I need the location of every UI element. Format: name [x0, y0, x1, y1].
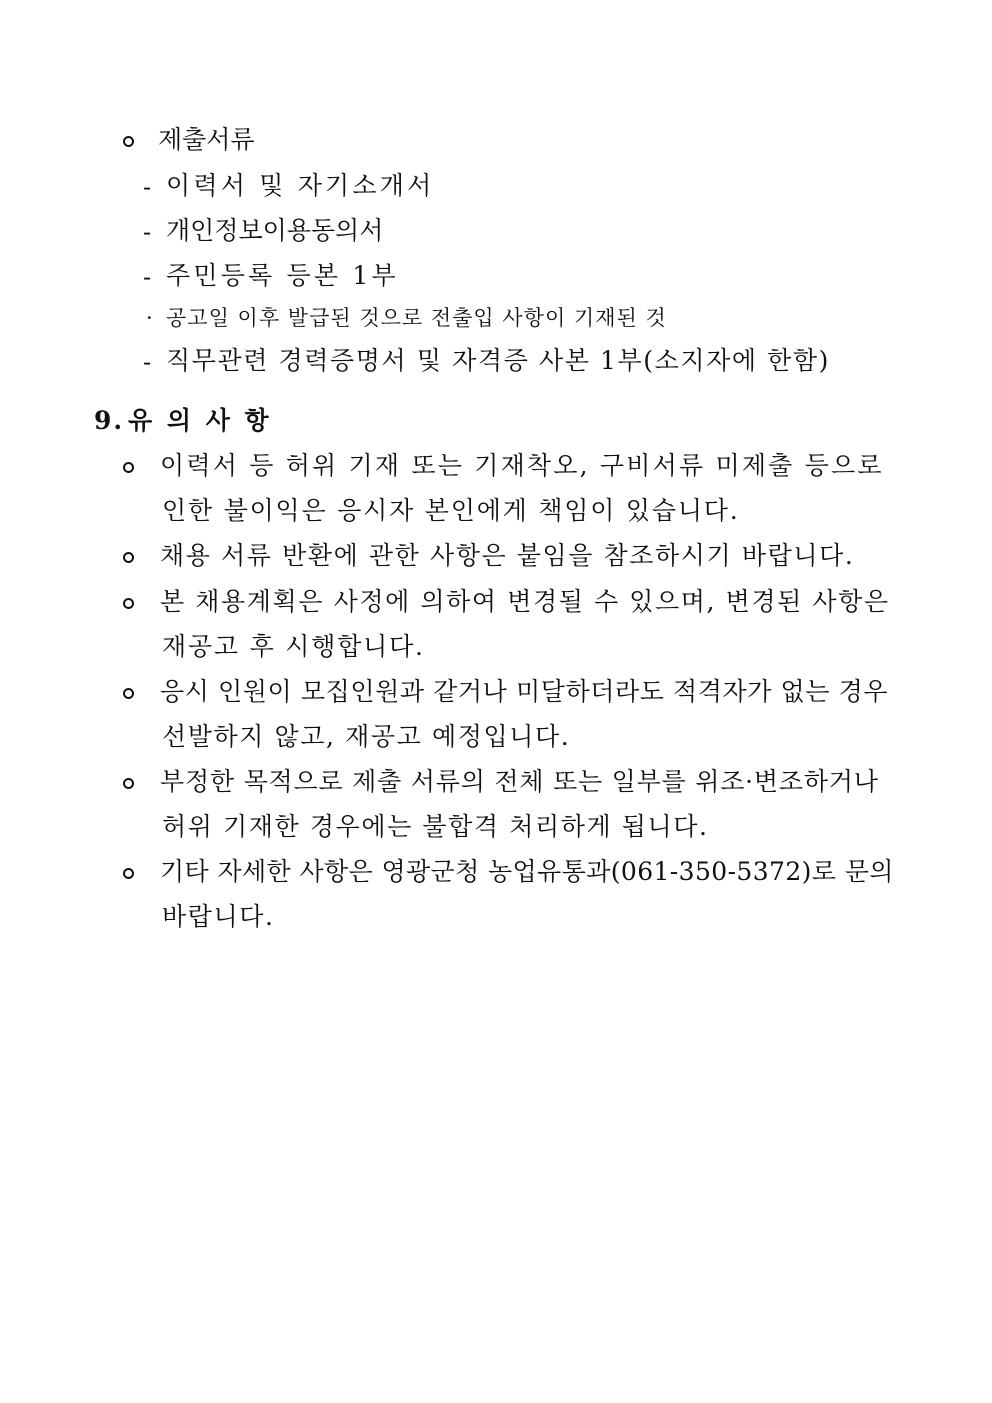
circle-bullet-icon: [123, 552, 134, 563]
document-item: 이력서 및 자기소개서: [166, 171, 435, 200]
note-line: 선발하지 않고, 재공고 예정입니다.: [162, 722, 571, 751]
circle-bullet-icon: [123, 598, 134, 609]
document-item: 주민등록 등본 1부: [166, 261, 399, 290]
note-line: 이력서 등 허위 기재 또는 기재착오, 구비서류 미제출 등으로: [160, 451, 884, 480]
document-item: 직무관련 경력증명서 및 자격증 사본 1부(소지자에 한함): [166, 346, 830, 375]
circle-bullet-icon: [123, 462, 134, 473]
document-sub-note: 공고일 이후 발급된 것으로 전출입 사항이 기재된 것: [166, 306, 667, 330]
circle-bullet-icon: [123, 778, 134, 789]
note-line: 응시 인원이 모집인원과 같거나 미달하더라도 적격자가 없는 경우: [160, 677, 889, 706]
circle-bullet-icon: [123, 868, 134, 879]
sub-note-marker: ·: [146, 306, 153, 330]
note-line: 기타 자세한 사항은 영광군청 농업유통과(061-350-5372)로 문의: [160, 857, 894, 886]
document-item: 개인정보이용동의서: [166, 216, 384, 245]
note-line: 인한 불이익은 응시자 본인에게 책임이 있습니다.: [162, 496, 740, 525]
note-line: 바랍니다.: [162, 902, 275, 931]
documents-title: 제출서류: [158, 125, 255, 154]
dash-marker: -: [143, 263, 152, 291]
dash-marker: -: [143, 348, 152, 376]
circle-bullet-icon: [123, 136, 134, 147]
note-line: 재공고 후 시행합니다.: [162, 632, 425, 661]
dash-marker: -: [143, 218, 152, 246]
dash-marker: -: [143, 173, 152, 201]
note-line: 허위 기재한 경우에는 불합격 처리하게 됩니다.: [162, 812, 709, 841]
note-line: 본 채용계획은 사정에 의하여 변경될 수 있으며, 변경된 사항은: [160, 587, 890, 616]
note-line: 채용 서류 반환에 관한 사항은 붙임을 참조하시기 바랍니다.: [160, 541, 855, 570]
circle-bullet-icon: [123, 688, 134, 699]
note-line: 부정한 목적으로 제출 서류의 전체 또는 일부를 위조·변조하거나: [160, 767, 879, 796]
section-number: 9.: [94, 406, 125, 435]
section-title: 유 의 사 항: [128, 406, 272, 435]
